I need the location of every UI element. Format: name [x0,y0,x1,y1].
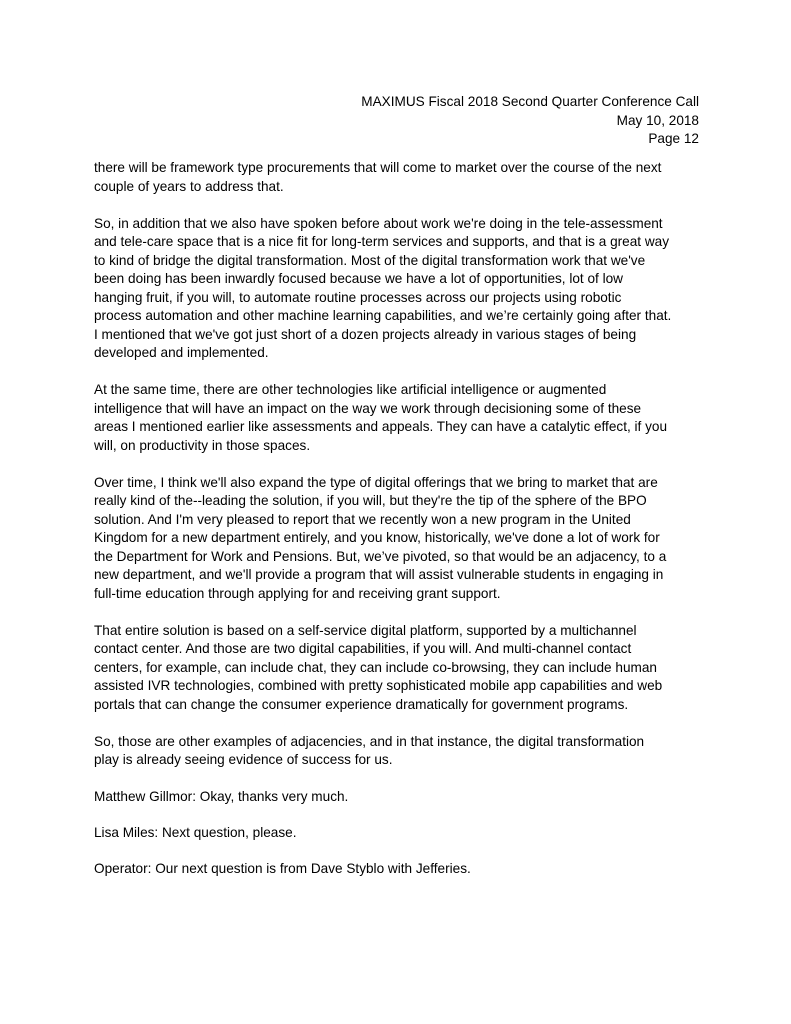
header-title: MAXIMUS Fiscal 2018 Second Quarter Conference Call [361,94,699,109]
paragraph-4: Over time, I think we'll also expand the type of digital offerings that we bring to market that are really kind of the--leading the solution, if you will, but they're the tip of the sphere of the BPO solution. And I'm very pleased to report that we recently won a new program in the United Kingdom for a new department entirely, and you know, historically, we've done a lot of work for the Department for Work and Pensions. But, we’ve pivoted, so that would be an adjacency, to a new department, and we'll provide a program that will assist vulnerable students in engaging in full-time education through applying for and receiving grant support. [94,474,667,601]
speaker-line-lisa-miles: Lisa Miles: Next question, please. [94,825,297,840]
speaker-line-matthew-gillmor: Matthew Gillmor: Okay, thanks very much. [94,789,349,804]
paragraph-5: That entire solution is based on a self-service digital platform, supported by a multichannel contact center. And those are two digital capabilities, if you will. And multi-channel contact centers, for example, can include chat, they can include co-browsing, they can include human assisted IVR technologies, combined with pretty sophisticated mobile app capabilities and web portals that can change the consumer experience dramatically for government programs. [94,622,663,712]
paragraph-2: So, in addition that we also have spoken before about work we're doing in the tele-assessment and tele-care space that is a nice fit for long-term services and supports, and that is a great way to kind of bridge the digital transformation. Most of the digital transformation work that we've been doing has been inwardly focused because we have a lot of opportunities, lot of low hanging fruit, if you will, to automate routine processes across our projects using robotic process automation and other machine learning capabilities, and we’re certainly going after that. I mentioned that we've got just short of a dozen projects already in various stages of being developed and implemented. [94,215,672,360]
header-date: May 10, 2018 [616,112,699,128]
header-page-number: Page 12 [648,131,699,146]
transcript-body [94,159,712,896]
speaker-line-operator: Operator: Our next question is from Dave Styblo with Jefferies. [94,861,471,876]
paragraph-3: At the same time, there are other technologies like artificial intelligence or augmented intelligence that will have an impact on the way we work through decisioning some of these areas I mentioned earlier like assessments and appeals. They can have a catalytic effect, if you will, on productivity in those spaces. [94,382,668,453]
paragraph-6: So, those are other examples of adjacencies, and in that instance, the digital transformation play is already seeing evidence of success for us. [94,733,645,767]
paragraph-1: there will be framework type procurements that will come to market over the course of the next couple of years to address that. [94,160,662,194]
page-header [361,93,699,149]
